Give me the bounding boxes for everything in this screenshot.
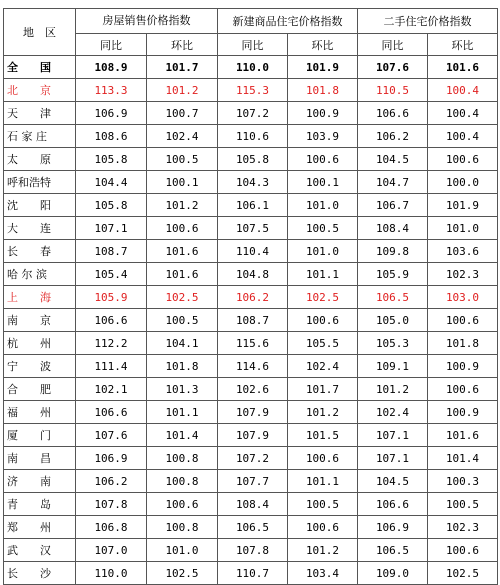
city-cell: 杭 州 (4, 332, 76, 355)
city-cell: 福 州 (4, 401, 76, 424)
yoy-value-cell: 110.6 (218, 125, 288, 148)
mom-value-cell: 102.5 (288, 286, 358, 309)
yoy-header: 同比 (218, 34, 288, 56)
city-cell: 济 南 (4, 470, 76, 493)
mom-value-cell: 100.6 (428, 148, 498, 171)
city-cell: 大 连 (4, 217, 76, 240)
yoy-value-cell: 108.4 (358, 217, 428, 240)
mom-header: 环比 (428, 34, 498, 56)
city-cell: 长 沙 (4, 562, 76, 585)
yoy-value-cell: 104.5 (358, 470, 428, 493)
city-cell: 呼和浩特 (4, 171, 76, 194)
yoy-value-cell: 106.2 (218, 286, 288, 309)
mom-value-cell: 100.9 (428, 355, 498, 378)
yoy-value-cell: 110.4 (218, 240, 288, 263)
mom-value-cell: 103.9 (288, 125, 358, 148)
yoy-value-cell: 105.9 (358, 263, 428, 286)
mom-value-cell: 101.7 (288, 378, 358, 401)
group-header-second-hand: 二手住宅价格指数 (358, 9, 498, 34)
mom-value-cell: 101.6 (147, 263, 218, 286)
mom-value-cell: 101.3 (147, 378, 218, 401)
city-cell: 全 国 (4, 56, 76, 79)
yoy-value-cell: 105.3 (358, 332, 428, 355)
yoy-value-cell: 110.0 (218, 56, 288, 79)
table-row (4, 263, 498, 286)
table-row (4, 102, 498, 125)
table-row (4, 378, 498, 401)
mom-value-cell: 100.6 (428, 309, 498, 332)
mom-value-cell: 100.6 (147, 493, 218, 516)
mom-value-cell: 100.1 (288, 171, 358, 194)
yoy-value-cell: 105.4 (76, 263, 147, 286)
mom-value-cell: 102.4 (147, 125, 218, 148)
city-cell: 沈 阳 (4, 194, 76, 217)
table-row (4, 424, 498, 447)
yoy-value-cell: 105.8 (218, 148, 288, 171)
table-row (4, 309, 498, 332)
yoy-value-cell: 110.7 (218, 562, 288, 585)
mom-value-cell: 100.9 (428, 401, 498, 424)
mom-value-cell: 100.5 (288, 493, 358, 516)
table-row (4, 516, 498, 539)
mom-value-cell: 105.5 (288, 332, 358, 355)
mom-value-cell: 100.8 (147, 447, 218, 470)
yoy-value-cell: 108.6 (76, 125, 147, 148)
table-row (4, 562, 498, 585)
mom-value-cell: 101.4 (428, 447, 498, 470)
mom-value-cell: 101.4 (147, 424, 218, 447)
mom-value-cell: 100.6 (147, 217, 218, 240)
yoy-value-cell: 106.5 (358, 539, 428, 562)
header-row-groups (4, 9, 498, 34)
mom-value-cell: 100.1 (147, 171, 218, 194)
mom-value-cell: 103.4 (288, 562, 358, 585)
city-cell: 南 京 (4, 309, 76, 332)
table-row (4, 240, 498, 263)
table-row (4, 332, 498, 355)
yoy-header: 同比 (76, 34, 147, 56)
header-row-metrics (4, 34, 498, 56)
mom-value-cell: 100.5 (147, 148, 218, 171)
yoy-value-cell: 106.9 (76, 447, 147, 470)
yoy-value-cell: 105.8 (76, 194, 147, 217)
mom-value-cell: 100.8 (147, 470, 218, 493)
mom-value-cell: 101.9 (288, 56, 358, 79)
yoy-value-cell: 115.3 (218, 79, 288, 102)
yoy-value-cell: 109.0 (358, 562, 428, 585)
mom-value-cell: 100.4 (428, 102, 498, 125)
mom-value-cell: 102.5 (428, 562, 498, 585)
mom-value-cell: 100.4 (428, 79, 498, 102)
mom-value-cell: 100.6 (428, 378, 498, 401)
mom-value-cell: 100.6 (288, 516, 358, 539)
mom-value-cell: 101.0 (288, 194, 358, 217)
yoy-value-cell: 104.7 (358, 171, 428, 194)
mom-value-cell: 102.5 (147, 286, 218, 309)
yoy-value-cell: 106.6 (358, 493, 428, 516)
city-cell: 青 岛 (4, 493, 76, 516)
city-cell: 郑 州 (4, 516, 76, 539)
yoy-value-cell: 105.8 (76, 148, 147, 171)
yoy-value-cell: 107.6 (358, 56, 428, 79)
yoy-value-cell: 106.7 (358, 194, 428, 217)
yoy-value-cell: 106.6 (76, 401, 147, 424)
city-cell: 石 家 庄 (4, 125, 76, 148)
region-header: 地 区 (4, 9, 76, 56)
table-row (4, 401, 498, 424)
yoy-value-cell: 106.5 (358, 286, 428, 309)
mom-value-cell: 101.8 (288, 79, 358, 102)
yoy-value-cell: 106.1 (218, 194, 288, 217)
yoy-value-cell: 113.3 (76, 79, 147, 102)
mom-value-cell: 100.5 (147, 309, 218, 332)
mom-value-cell: 102.3 (428, 263, 498, 286)
mom-value-cell: 101.5 (288, 424, 358, 447)
mom-value-cell: 104.1 (147, 332, 218, 355)
mom-value-cell: 101.1 (288, 470, 358, 493)
mom-value-cell: 100.6 (428, 539, 498, 562)
mom-value-cell: 100.0 (428, 171, 498, 194)
yoy-value-cell: 111.4 (76, 355, 147, 378)
mom-value-cell: 101.8 (147, 355, 218, 378)
yoy-value-cell: 107.7 (218, 470, 288, 493)
yoy-value-cell: 104.3 (218, 171, 288, 194)
mom-value-cell: 101.2 (147, 194, 218, 217)
yoy-value-cell: 107.2 (218, 447, 288, 470)
yoy-value-cell: 110.5 (358, 79, 428, 102)
city-cell: 天 津 (4, 102, 76, 125)
yoy-value-cell: 107.9 (218, 424, 288, 447)
table-row (4, 171, 498, 194)
yoy-value-cell: 107.1 (358, 447, 428, 470)
yoy-value-cell: 112.2 (76, 332, 147, 355)
yoy-value-cell: 109.1 (358, 355, 428, 378)
price-index-table (3, 8, 498, 585)
city-cell: 北 京 (4, 79, 76, 102)
mom-value-cell: 101.0 (288, 240, 358, 263)
yoy-value-cell: 101.2 (358, 378, 428, 401)
yoy-value-cell: 114.6 (218, 355, 288, 378)
yoy-value-cell: 108.4 (218, 493, 288, 516)
city-cell: 南 昌 (4, 447, 76, 470)
table-row (4, 56, 498, 79)
mom-value-cell: 101.0 (147, 539, 218, 562)
mom-header: 环比 (147, 34, 218, 56)
yoy-value-cell: 102.6 (218, 378, 288, 401)
yoy-value-cell: 106.2 (76, 470, 147, 493)
yoy-value-cell: 107.6 (76, 424, 147, 447)
table-row (4, 194, 498, 217)
table-row (4, 539, 498, 562)
price-index-table-container (3, 8, 497, 580)
table-body (4, 9, 498, 585)
yoy-value-cell: 107.1 (358, 424, 428, 447)
mom-value-cell: 101.2 (288, 539, 358, 562)
yoy-value-cell: 102.1 (76, 378, 147, 401)
table-row (4, 125, 498, 148)
yoy-value-cell: 102.4 (358, 401, 428, 424)
city-cell: 太 原 (4, 148, 76, 171)
mom-value-cell: 100.4 (428, 125, 498, 148)
group-header-house-sales: 房屋销售价格指数 (76, 9, 218, 34)
city-cell: 哈 尔 滨 (4, 263, 76, 286)
table-row (4, 470, 498, 493)
mom-value-cell: 100.6 (288, 447, 358, 470)
mom-value-cell: 101.7 (147, 56, 218, 79)
mom-value-cell: 101.8 (428, 332, 498, 355)
yoy-value-cell: 108.7 (76, 240, 147, 263)
table-row (4, 355, 498, 378)
yoy-value-cell: 108.9 (76, 56, 147, 79)
mom-value-cell: 101.6 (428, 424, 498, 447)
mom-value-cell: 100.3 (428, 470, 498, 493)
yoy-value-cell: 106.9 (358, 516, 428, 539)
mom-value-cell: 102.4 (288, 355, 358, 378)
city-cell: 武 汉 (4, 539, 76, 562)
table-row (4, 447, 498, 470)
mom-value-cell: 100.8 (147, 516, 218, 539)
yoy-value-cell: 107.9 (218, 401, 288, 424)
city-cell: 上 海 (4, 286, 76, 309)
yoy-value-cell: 107.1 (76, 217, 147, 240)
city-cell: 宁 波 (4, 355, 76, 378)
mom-value-cell: 101.2 (147, 79, 218, 102)
yoy-value-cell: 107.8 (76, 493, 147, 516)
table-row (4, 79, 498, 102)
mom-value-cell: 103.0 (428, 286, 498, 309)
city-cell: 合 肥 (4, 378, 76, 401)
mom-value-cell: 101.9 (428, 194, 498, 217)
mom-value-cell: 101.6 (147, 240, 218, 263)
yoy-value-cell: 106.2 (358, 125, 428, 148)
yoy-value-cell: 107.2 (218, 102, 288, 125)
mom-value-cell: 101.6 (428, 56, 498, 79)
yoy-header: 同比 (358, 34, 428, 56)
yoy-value-cell: 104.8 (218, 263, 288, 286)
yoy-value-cell: 106.5 (218, 516, 288, 539)
table-row (4, 148, 498, 171)
mom-value-cell: 101.1 (147, 401, 218, 424)
yoy-value-cell: 106.9 (76, 102, 147, 125)
yoy-value-cell: 104.5 (358, 148, 428, 171)
mom-value-cell: 102.5 (147, 562, 218, 585)
table-row (4, 286, 498, 309)
yoy-value-cell: 107.8 (218, 539, 288, 562)
yoy-value-cell: 110.0 (76, 562, 147, 585)
table-row (4, 217, 498, 240)
yoy-value-cell: 106.6 (358, 102, 428, 125)
mom-value-cell: 103.6 (428, 240, 498, 263)
yoy-value-cell: 104.4 (76, 171, 147, 194)
yoy-value-cell: 106.6 (76, 309, 147, 332)
mom-value-cell: 101.1 (288, 263, 358, 286)
city-cell: 长 春 (4, 240, 76, 263)
mom-header: 环比 (288, 34, 358, 56)
yoy-value-cell: 107.0 (76, 539, 147, 562)
mom-value-cell: 100.5 (288, 217, 358, 240)
mom-value-cell: 100.9 (288, 102, 358, 125)
mom-value-cell: 100.5 (428, 493, 498, 516)
yoy-value-cell: 115.6 (218, 332, 288, 355)
mom-value-cell: 100.6 (288, 309, 358, 332)
city-cell: 厦 门 (4, 424, 76, 447)
yoy-value-cell: 106.8 (76, 516, 147, 539)
mom-value-cell: 101.2 (288, 401, 358, 424)
mom-value-cell: 102.3 (428, 516, 498, 539)
mom-value-cell: 100.6 (288, 148, 358, 171)
yoy-value-cell: 109.8 (358, 240, 428, 263)
yoy-value-cell: 107.5 (218, 217, 288, 240)
yoy-value-cell: 108.7 (218, 309, 288, 332)
mom-value-cell: 101.0 (428, 217, 498, 240)
mom-value-cell: 100.7 (147, 102, 218, 125)
yoy-value-cell: 105.9 (76, 286, 147, 309)
yoy-value-cell: 105.0 (358, 309, 428, 332)
table-row (4, 493, 498, 516)
group-header-new-residential: 新建商品住宅价格指数 (218, 9, 358, 34)
